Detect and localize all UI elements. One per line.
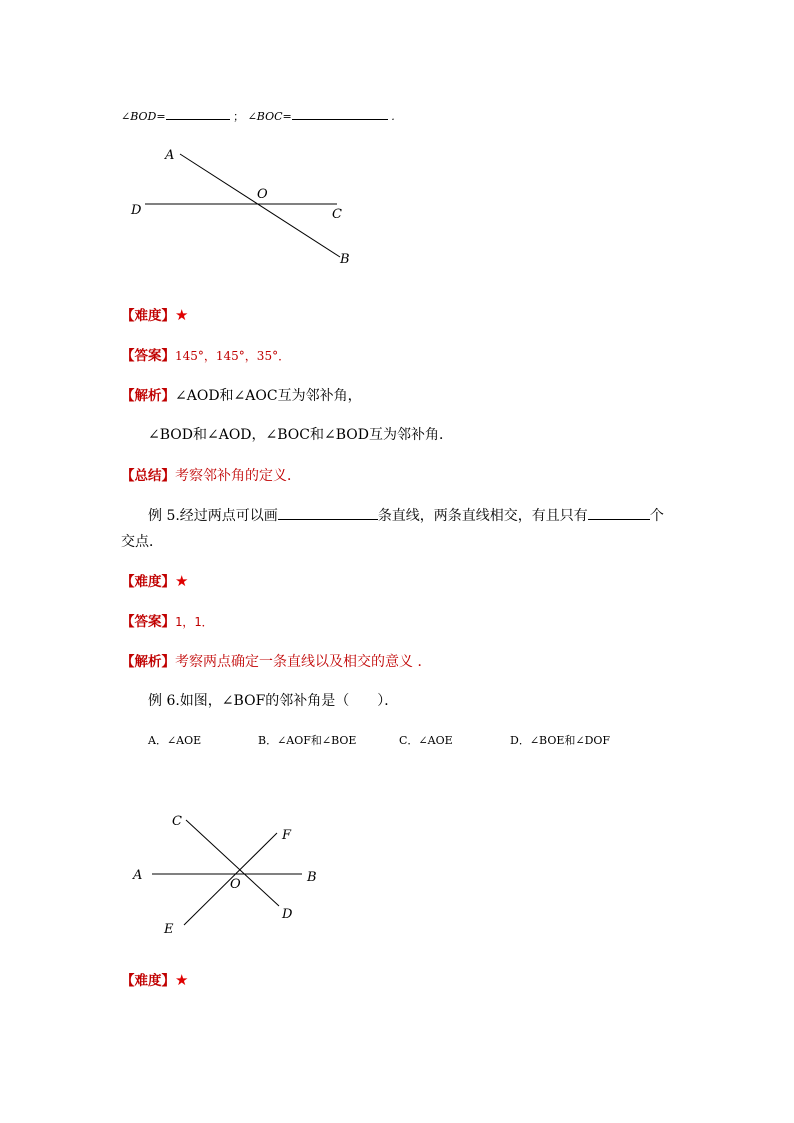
summary-text: 考察邻补角的定义． <box>175 468 301 484</box>
analysis-tag: 【解析】 <box>121 388 175 404</box>
difficulty-tag: 【难度】 <box>121 574 175 590</box>
fig2-label-o: O <box>230 877 241 892</box>
star-icon: ★ <box>175 971 189 989</box>
fig1-label-o: O <box>257 187 268 202</box>
analysis-line-2: ∠BOD和∠AOD，∠BOC和∠BOD互为邻补角． <box>148 427 453 443</box>
fig2-label-e: E <box>164 922 174 937</box>
fig1-label-a: A <box>165 148 175 163</box>
line-cd <box>186 820 279 906</box>
fig2-label-f: F <box>282 828 292 843</box>
angle-boc-label: ∠BOC= <box>247 110 292 123</box>
answer-tag: 【答案】 <box>121 348 175 364</box>
example6-question: 例 6.如图，∠BOF的邻补角是（ ）． <box>148 693 399 709</box>
fig1-label-b: B <box>340 252 350 267</box>
example5-part2: 条直线，两条直线相交，有且只有 <box>377 508 588 524</box>
difficulty-tag: 【难度】 <box>121 308 175 324</box>
fig2-label-a: A <box>133 868 143 883</box>
fig1-label-c: C <box>332 207 342 222</box>
option-b[interactable]: B．∠AOF和∠BOE <box>258 734 357 747</box>
example5-part1: 例 5.经过两点可以画 <box>148 508 278 524</box>
end-period: . <box>391 110 395 123</box>
option-c[interactable]: C．∠AOE <box>399 734 453 747</box>
fig2-label-c: C <box>172 814 182 829</box>
fig2-label-d: D <box>282 907 293 922</box>
fig2-label-b: B <box>307 870 317 885</box>
option-a[interactable]: A．∠AOE <box>148 734 202 747</box>
answer-tag: 【答案】 <box>121 614 175 630</box>
difficulty-tag: 【难度】 <box>121 973 175 989</box>
star-icon: ★ <box>175 572 189 590</box>
star-icon: ★ <box>175 306 189 324</box>
summary-tag: 【总结】 <box>121 468 175 484</box>
analysis-line-1: ∠AOD和∠AOC互为邻补角， <box>175 388 362 404</box>
option-d[interactable]: D．∠BOE和∠DOF <box>510 734 611 747</box>
analysis-text: 考察两点确定一条直线以及相交的意义 ． <box>175 654 432 670</box>
angle-bod-label: ∠BOD= <box>121 110 166 123</box>
answer-text: 1，1． <box>175 615 214 629</box>
fig1-label-d: D <box>131 203 142 218</box>
separator: ； <box>233 110 245 123</box>
answer-text: 145°，145°，35°． <box>175 349 291 363</box>
analysis-tag: 【解析】 <box>121 654 175 670</box>
example5-line2: 交点． <box>121 534 163 550</box>
example5-part3: 个 <box>649 508 664 524</box>
difficulty-row-3 <box>121 969 188 989</box>
